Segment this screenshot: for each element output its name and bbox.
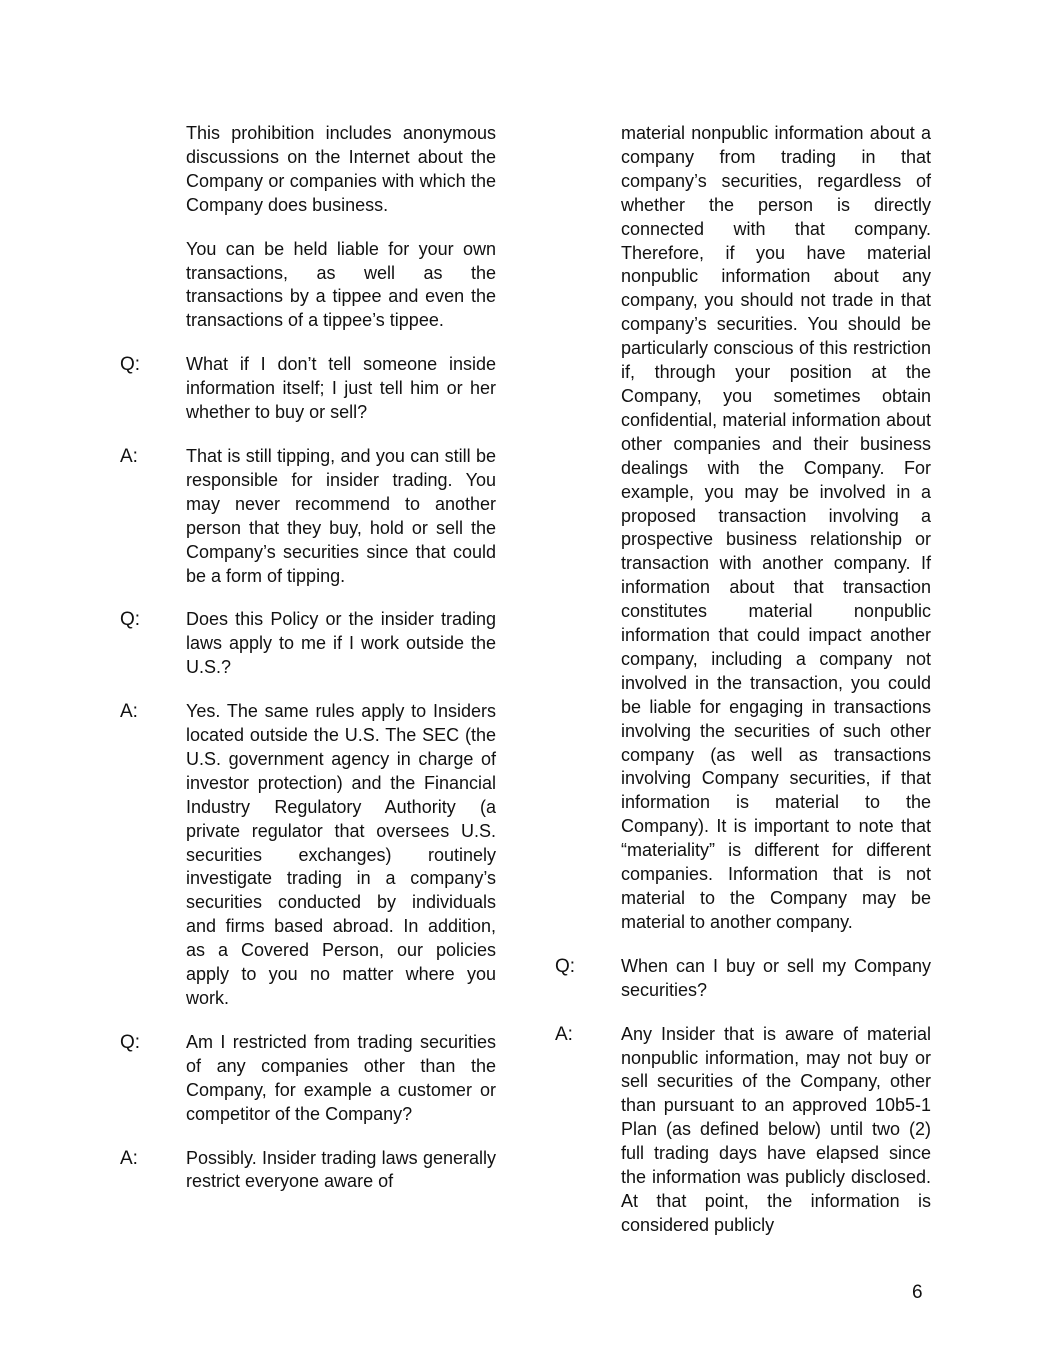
question-text: Am I restricted from trading securities of any companies other than the Company, for example a customer or competitor of the Company? bbox=[186, 1031, 496, 1124]
answer-label: A: bbox=[120, 701, 138, 723]
question-block bbox=[120, 1031, 496, 1127]
question-text: Does this Policy or the insider trading laws apply to me if I work outside the U.S.? bbox=[186, 609, 496, 678]
answer-label: A: bbox=[120, 445, 138, 467]
intro-paragraph: You can be held liable for your own transactions, as well as the transactions by a tippee and even the transactions of a tippee’s tippee. bbox=[186, 238, 496, 331]
question-label: Q: bbox=[120, 609, 141, 631]
question-text: When can I buy or sell my Company securities? bbox=[621, 955, 931, 1000]
question-label: Q: bbox=[120, 1031, 141, 1053]
question-block bbox=[120, 608, 496, 680]
left-column bbox=[120, 122, 496, 1214]
question-label: Q: bbox=[120, 354, 141, 376]
answer-text: Yes. The same rules apply to Insiders located outside the U.S. The SEC (the U.S. government agency in charge of investor protection) and the Financial Industry Regulatory Authority (a private regulator that oversees U.S. securities exchanges) routinely investigate trading in a company’s securities conducted by individuals and firms based abroad. In addition, as a Covered Person, our policies apply to you no matter where you work. bbox=[186, 701, 496, 1008]
answer-text: Possibly. Insider trading laws generally restrict everyone aware of bbox=[186, 1147, 496, 1192]
question-label: Q: bbox=[555, 955, 576, 977]
question-text: What if I don’t tell someone inside information itself; I just tell him or her whether to buy or sell? bbox=[186, 354, 496, 423]
question-block bbox=[555, 955, 931, 1003]
right-column bbox=[555, 122, 931, 1258]
answer-block bbox=[120, 445, 496, 588]
question-block bbox=[120, 353, 496, 425]
answer-block bbox=[120, 1147, 496, 1195]
answer-block bbox=[555, 1023, 931, 1238]
page-number: 6 bbox=[912, 1282, 923, 1303]
answer-text: Any Insider that is aware of material nonpublic information, may not buy or sell securities of the Company, other than pursuant to an approved 10b5-1 Plan (as defined below) until two (2) full trading days have elapsed since the information was publicly disclosed. At that point, the information is considered publicly bbox=[621, 1023, 931, 1235]
intro-paragraph: This prohibition includes anonymous discussions on the Internet about the Company or companies with which the Company does business. bbox=[186, 123, 496, 215]
answer-block bbox=[120, 700, 496, 1011]
answer-text: That is still tipping, and you can still be responsible for insider trading. You may never recommend to another person that they buy, hold or sell the Company’s securities since that could be a form of tipping. bbox=[186, 445, 496, 586]
answer-label: A: bbox=[120, 1147, 138, 1169]
answer-continuation: material nonpublic information about a company from trading in that company’s securities, regardless of whether the person is directly connected with that company. Therefore, if you have material nonpublic information about any company, you should not trade in that company’s securities. You should be particularly conscious of this restriction if, through your position at the Company, you sometimes obtain confidential, material information about other companies and their business dealings with the Company. For example, you may be involved in a proposed transaction involving a prospective business relationship or transaction with another company. If information about that transaction constitutes material nonpublic information that could impact another company, including a company not involved in the transaction, you could be liable for engaging in transactions involving the securities of such other company (as well as transactions involving Company securities, if that information is material to the Company). It is important to note that “materiality” is different for different companies. Information that is not material to the Company may be material to another company. bbox=[621, 123, 931, 932]
answer-label: A: bbox=[555, 1023, 573, 1045]
